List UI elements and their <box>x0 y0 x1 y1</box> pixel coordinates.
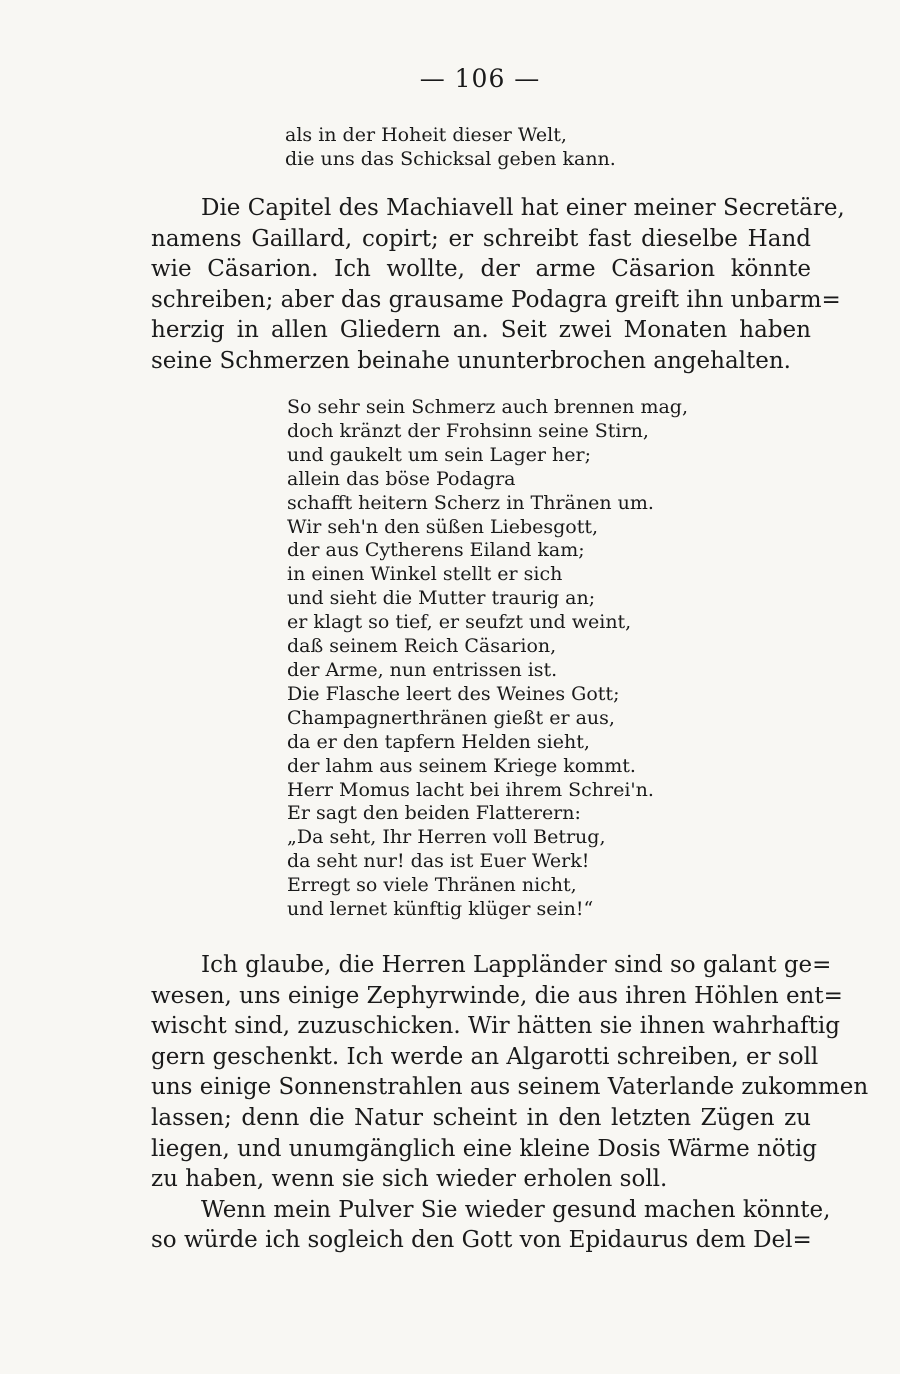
prose-line: zu haben, wenn sie sich wieder erholen soll. <box>151 1166 668 1193</box>
page-number: — 106 — <box>419 64 541 93</box>
verse-line: als in der Hoheit dieser Welt, <box>285 124 567 146</box>
verse-line: schafft heitern Scherz in Thränen um. <box>287 491 654 514</box>
prose-line: Ich glaube, die Herren Lappländer sind so galant ge= <box>201 952 832 978</box>
prose-line: wischt sind, zuzuschicken. Wir hätten sie ihnen wahrhaftig <box>151 1013 841 1040</box>
paragraph-1 <box>151 193 845 377</box>
prose-line: Wenn mein Pulver Sie wieder gesund machen könnte, <box>201 1196 831 1223</box>
verse-line: und lernet künftig klüger sein!“ <box>287 898 594 921</box>
verse-line: „Da seht, Ihr Herren voll Betrug, <box>287 826 606 849</box>
prose-line: schreiben; aber das grausame Podagra greift ihn unbarm= <box>151 286 841 313</box>
prose-line: so würde ich sogleich den Gott von Epidaurus dem Del= <box>151 1227 812 1254</box>
prose-line: gern geschenkt. Ich werde an Algarotti schreiben, er soll <box>151 1043 819 1070</box>
verse-line: da er den tapfern Helden sieht, <box>287 730 590 753</box>
prose-line: wie Cäsarion. Ich wollte, der arme Cäsarion könnte <box>151 256 811 283</box>
verse-line: Champagnerthränen gießt er aus, <box>287 706 615 729</box>
prose-line: herzig in allen Gliedern an. Seit zwei Monaten haben <box>151 317 811 344</box>
verse-top <box>285 124 616 172</box>
prose-line: seine Schmerzen beinahe ununterbrochen angehalten. <box>151 347 791 374</box>
verse-line: So sehr sein Schmerz auch brennen mag, <box>287 396 688 418</box>
verse-line: Erregt so viele Thränen nicht, <box>287 874 577 897</box>
prose-line: lassen; denn die Natur scheint in den letzten Zügen zu <box>151 1104 811 1131</box>
verse-line: die uns das Schicksal geben kann. <box>285 147 616 170</box>
prose-line: Die Capitel des Machiavell hat einer meiner Secretäre, <box>201 195 845 221</box>
verse-line: doch kränzt der Frohsinn seine Stirn, <box>287 419 649 442</box>
verse-line: und sieht die Mutter traurig an; <box>287 587 596 610</box>
verse-line: allein das böse Podagra <box>287 467 516 490</box>
verse-line: der aus Cytherens Eiland kam; <box>287 539 585 562</box>
verse-line: Herr Momus lacht bei ihrem Schrei'n. <box>287 778 654 801</box>
verse-line: da seht nur! das ist Euer Werk! <box>287 850 590 873</box>
verse-line: daß seinem Reich Cäsarion, <box>287 635 557 658</box>
verse-line: der lahm aus seinem Kriege kommt. <box>287 754 636 777</box>
verse-line: der Arme, nun entrissen ist. <box>287 658 558 681</box>
verse-line: er klagt so tief, er seufzt und weint, <box>287 611 632 634</box>
verse-main <box>287 396 688 922</box>
verse-line: Die Flasche leert des Weines Gott; <box>287 682 620 705</box>
prose-line: namens Gaillard, copirt; er schreibt fast dieselbe Hand <box>151 225 811 252</box>
prose-line: uns einige Sonnenstrahlen aus seinem Vaterlande zukommen <box>151 1074 869 1101</box>
verse-line: in einen Winkel stellt er sich <box>287 563 563 586</box>
verse-line: Er sagt den beiden Flatterern: <box>287 802 581 825</box>
prose-line: liegen, und unumgänglich eine kleine Dosis Wärme nötig <box>151 1135 818 1162</box>
prose-line: wesen, uns einige Zephyrwinde, die aus ihren Höhlen ent= <box>151 982 843 1009</box>
paragraph-2 <box>151 950 869 1256</box>
verse-line: und gaukelt um sein Lager her; <box>287 443 591 466</box>
verse-line: Wir seh'n den süßen Liebesgott, <box>287 515 599 538</box>
